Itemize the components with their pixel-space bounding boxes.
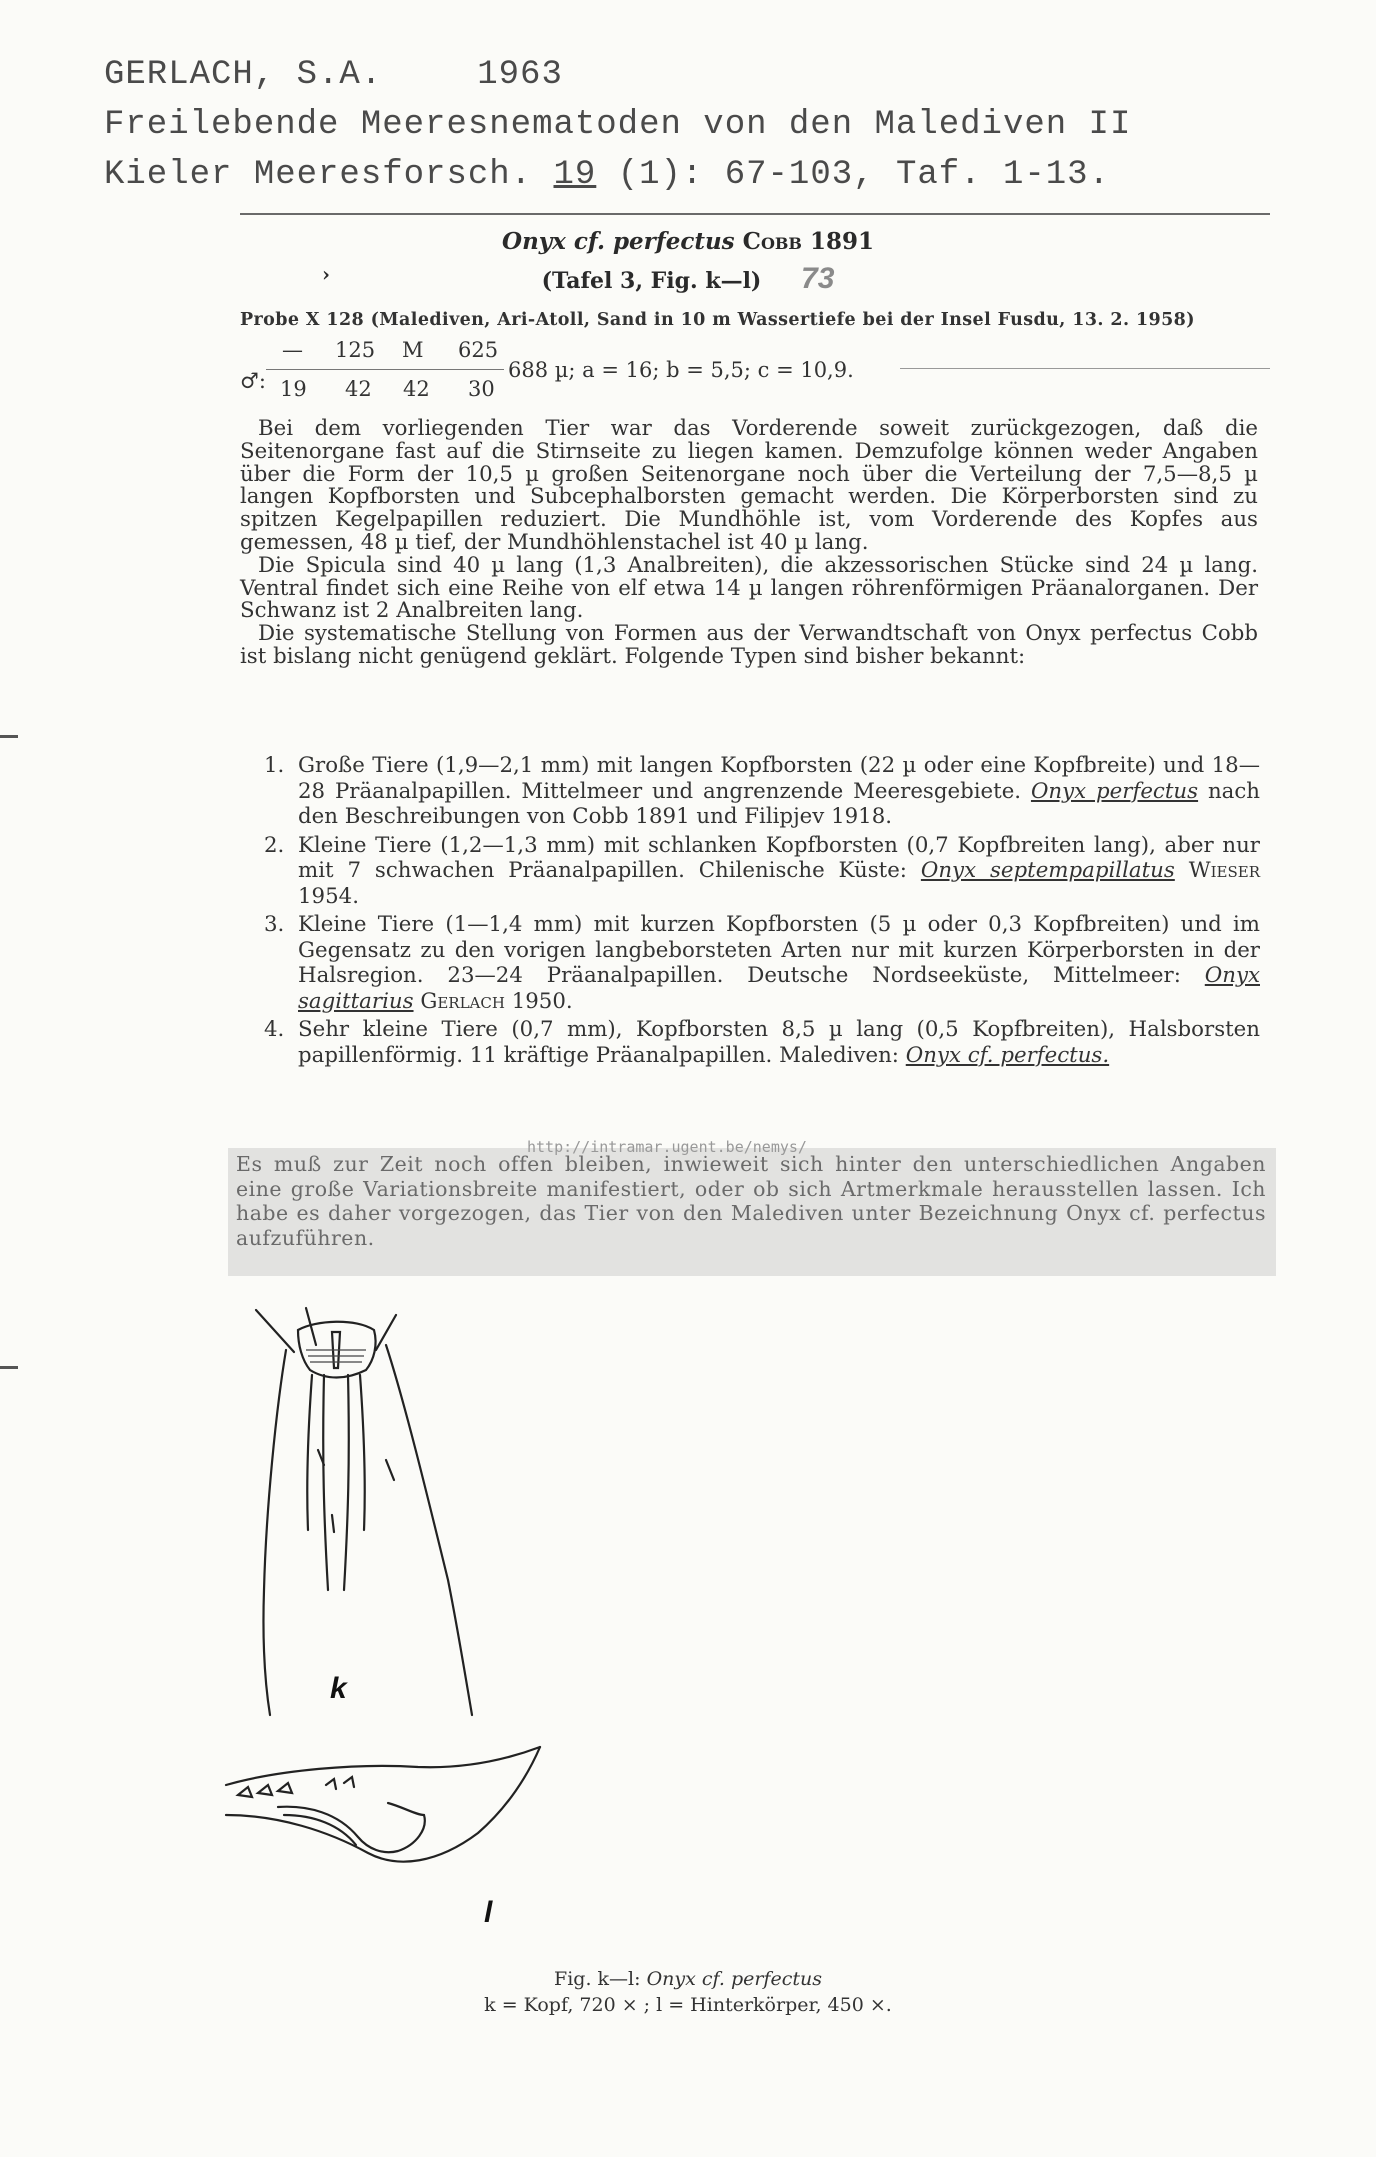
handwritten-number: 73: [801, 262, 835, 295]
list-text: Große Tiere (1,9—2,1 mm) mit langen Kopfborsten (22 µ oder eine Kopfbreite) und 18—28 Präanalpapillen. Mittelmeer und angrenzende Meeresgebiete.: [298, 753, 1260, 804]
tail-outline-top: [226, 1747, 540, 1785]
head-outline-left: [263, 1350, 286, 1715]
list-text: Kleine Tiere (1—1,4 mm) mit kurzen Kopfborsten (5 µ oder 0,3 Kopfbreiten) und im Gegensatz zu den vorigen langbeborsteten Arten nur mit kurzen Körperborsten in der Halsregion. 23—24 Präanalpapillen. Deutsche Nordseeküste, Mittelmeer:: [298, 912, 1260, 988]
pharynx-inner-2: [344, 1375, 349, 1590]
figure-l-tail-drawing: [218, 1745, 548, 1895]
margin-mark-upper: [0, 735, 18, 738]
list-number: 1.: [264, 753, 285, 778]
preanal-organ-3: [278, 1783, 292, 1793]
list-taxon: Onyx perfectus: [1030, 778, 1199, 804]
reference-pages: (1): 67-103, Taf. 1-13.: [617, 156, 1110, 194]
list-item: [240, 1017, 1260, 1068]
caption-taxon: Onyx cf. perfectus: [646, 1968, 822, 1990]
plate-reference-line: [0, 262, 1376, 296]
formula-fraction-line: [266, 369, 504, 370]
list-taxon: Onyx cf. perfectus.: [905, 1042, 1110, 1068]
formula-indices: 688 µ; a = 16; b = 5,5; c = 10,9.: [508, 358, 854, 382]
reference-author: GERLACH, S.A.: [104, 56, 383, 94]
figure-caption-line-2: k = Kopf, 720 × ; l = Hinterkörper, 450 ×.: [484, 1994, 892, 2016]
reference-journal: Kieler Meeresforsch.: [104, 156, 533, 194]
list-tail: Gerlach 1950.: [420, 988, 573, 1014]
figure-caption-line-1: [0, 1968, 1376, 1990]
paragraph-3: Die systematische Stellung von Formen aus der Verwandtschaft von Onyx perfectus Cobb ist bislang nicht genügend geklärt. Folgende Typen sind bisher bekannt:: [240, 621, 1258, 669]
margin-mark-lower: [0, 1366, 18, 1369]
formula-top-2: 125: [335, 338, 376, 362]
body-papilla-2: [386, 1460, 394, 1480]
paragraph-1: Bei dem vorliegenden Tier war das Vorderende soweit zurückgezogen, daß die Seitenorgane fast auf die Stirnseite zu liegen kamen. Demzufolge können weder Angaben über die Form der 10,5 µ großen Seitenorgane noch über die Verteilung der 7,5—8,5 µ langen Kopfborsten und Subcephalborsten gemacht werden. Die Körperborsten sind zu spitzen Kegelpapillen reduziert. Die Mundhöhle ist, vom Vorderende des Kopfes aus gemessen, 48 µ tief, der Mundhöhlenstachel ist 40 µ lang.: [240, 416, 1258, 555]
list-item: [240, 833, 1260, 910]
plate-reference: (Tafel 3, Fig. k—l): [541, 268, 762, 294]
header-rule: [240, 213, 1270, 215]
list-taxon: Onyx septempapillatus: [920, 858, 1175, 883]
list-taxon: Onyx sagittarius: [298, 963, 1260, 1014]
list-tail: nach den Beschreibungen von Cobb 1891 und Filipjev 1918.: [298, 778, 1261, 829]
species-heading: [0, 228, 1376, 255]
formula-sex: ♂:: [240, 369, 266, 393]
reference-journal-line: [104, 156, 1110, 194]
list-number: 2.: [264, 832, 285, 858]
list-item: [240, 753, 1260, 830]
watermark-url[interactable]: http://intramar.ugent.be/nemys/: [527, 1138, 807, 1156]
reference-year: 1963: [477, 56, 563, 94]
oesophagus-left: [307, 1375, 312, 1530]
description-text: [240, 418, 1258, 669]
formula-top-1: —: [282, 338, 303, 362]
formula-bottom-2: 42: [345, 377, 372, 401]
tail-outline-bottom: [226, 1747, 540, 1862]
type-list: [240, 753, 1260, 1071]
preanal-organ-5: [344, 1777, 354, 1787]
head-bristle-left: [256, 1310, 294, 1352]
reference-volume: 19: [553, 156, 597, 194]
list-text: Kleine Tiere (1,2—1,3 mm) mit schlanken Kopfborsten (0,7 Kopfbreiten lang), aber nur mit 7 schwachen Präanalpapillen. Chilenische Küste:: [298, 832, 1260, 883]
formula-bottom-3: 42: [403, 377, 430, 401]
list-text: Sehr kleine Tiere (0,7 mm), Kopfborsten 8,5 µ lang (0,5 Kopfbreiten), Halsborsten papillenförmig. 11 kräftige Präanalpapillen. Malediven:: [298, 1017, 1260, 1068]
reference-author-line: [104, 56, 563, 94]
sample-info: Probe X 128 (Malediven, Ari-Atoll, Sand in 10 m Wassertiefe bei der Insel Fusdu, 13. 2. 1958): [240, 310, 1195, 330]
shaded-text: Es muß zur Zeit noch offen bleiben, inwieweit sich hinter den unterschiedlichen Angaben eine große Variationsbreite manifestiert, oder ob sich Artmerkmale herausstellen lassen. Ich habe es daher vorgezogen, das Tier von den Malediven unter Bezeichnung Onyx cf. perfectus aufzuführen.: [236, 1152, 1266, 1250]
species-author: Cobb 1891: [742, 228, 874, 255]
formula-bottom-4: 30: [468, 377, 495, 401]
pharynx-inner: [323, 1375, 328, 1590]
preanal-organ-2: [258, 1785, 272, 1795]
formula-top-3: M: [402, 338, 424, 362]
list-number: 3.: [264, 912, 285, 937]
preanal-organ-4: [326, 1779, 336, 1789]
margin-mark: ›: [322, 262, 330, 286]
formula-bottom-1: 19: [280, 377, 307, 401]
head-outline-right: [386, 1345, 472, 1715]
figure-label-k: k: [330, 1672, 347, 1705]
formula-rule: [900, 368, 1270, 369]
gubernaculum: [388, 1803, 424, 1815]
caption-prefix: Fig. k—l:: [554, 1968, 641, 1990]
preanal-organ-1: [238, 1787, 252, 1797]
shaded-paragraph: [236, 1152, 1266, 1250]
body-papilla-3: [332, 1515, 334, 1532]
list-number: 4.: [264, 1017, 285, 1042]
list-tail: Wieser 1954.: [298, 858, 1260, 909]
list-item: [240, 912, 1260, 1014]
species-name: Onyx cf. perfectus: [502, 228, 735, 255]
formula-top-4: 625: [458, 338, 499, 362]
figure-k-head-drawing: [236, 1290, 636, 1720]
reference-title: Freilebende Meeresnematoden von den Malediven II: [104, 106, 1132, 144]
oesophagus-right: [360, 1375, 365, 1530]
paragraph-2: Die Spicula sind 40 µ lang (1,3 Analbreiten), die akzessorischen Stücke sind 24 µ lang. Ventral findet sich eine Reihe von elf etwa 14 µ langen röhrenförmigen Präanalorganen. Der Schwanz ist 2 Analbreiten lang.: [240, 552, 1258, 624]
figure-label-l: l: [484, 1896, 493, 1929]
